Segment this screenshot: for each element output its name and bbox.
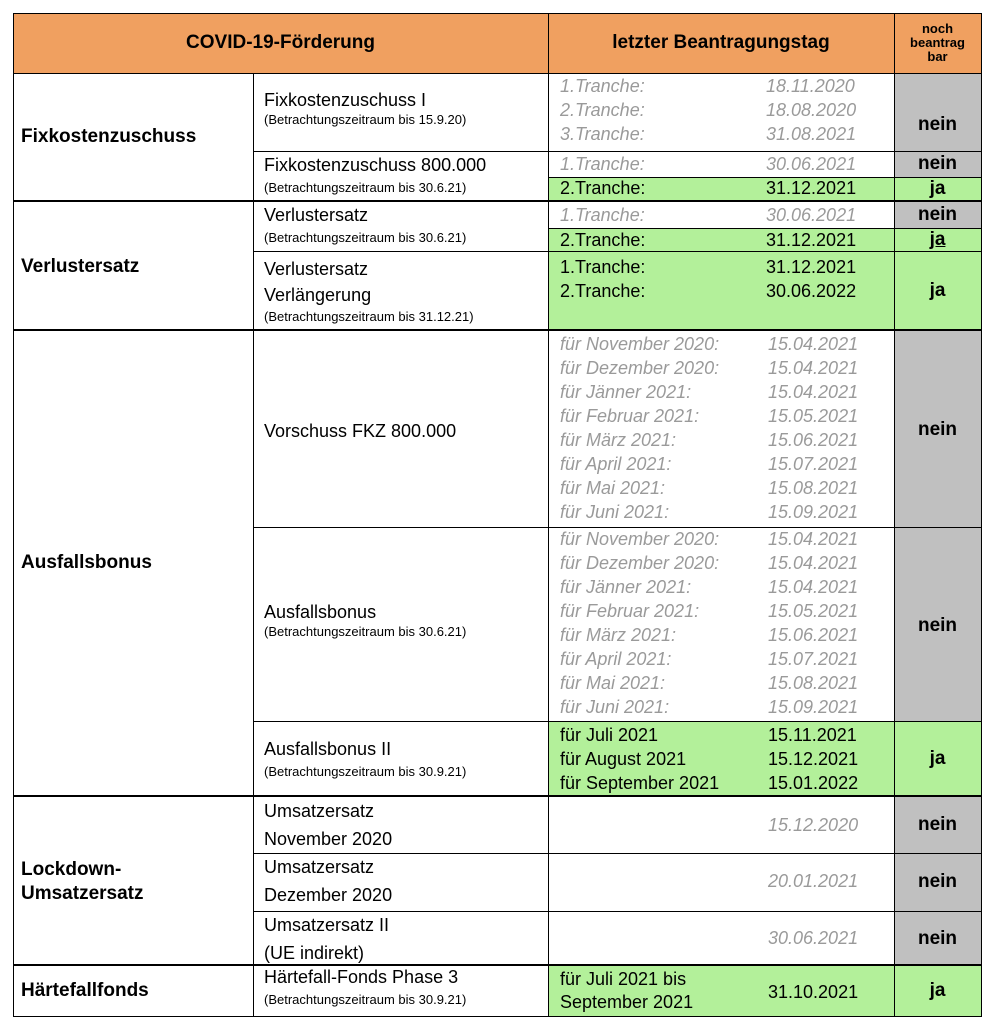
month-label: für Juli 2021 [560, 725, 659, 745]
header-applicable [894, 13, 981, 73]
month-date: 15.06.2021 [768, 625, 859, 645]
table-border [13, 1016, 982, 1017]
category-lockdown-umsatzersatz [13, 797, 253, 966]
program-fixkostenzuschuss-800000 [253, 154, 548, 197]
umsatzersatz-date: 15.12.2020 [768, 815, 859, 835]
category-fixkostenzuschuss: Fixkostenzuschuss [21, 125, 197, 147]
status-yes [894, 228, 981, 251]
row-divider [548, 228, 982, 229]
status-no: nein [917, 871, 958, 892]
tranche-date: 31.12.2021 [766, 230, 857, 250]
month-label: für Juni 2021: [560, 502, 670, 522]
period-label: für Juli 2021 bis [560, 969, 687, 989]
month-date: 15.09.2021 [768, 502, 859, 522]
program-vorschuss-fkz-800000 [253, 420, 548, 442]
program-period: (Betrachtungszeitraum bis 30.6.21) [264, 180, 467, 195]
month-label: für Dezember 2020: [560, 358, 720, 378]
tranche-date: 30.06.2022 [766, 281, 857, 301]
month-label: für Jänner 2021: [560, 577, 692, 597]
row-divider [253, 853, 982, 854]
program-period: (Betrachtungszeitraum bis 30.6.21) [264, 624, 467, 639]
row-divider [548, 177, 982, 178]
header-deadline: letzter Beantragungstag [548, 13, 894, 73]
month-date: 15.05.2021 [768, 601, 859, 621]
program-ausfallsbonus-2 [253, 738, 548, 781]
tranche-date: 30.06.2021 [766, 205, 857, 225]
month-label: für Jänner 2021: [560, 382, 692, 402]
month-date: 15.07.2021 [768, 649, 859, 669]
program-name: Umsatzersatz [264, 857, 375, 877]
program-name: Verlustersatz [264, 205, 369, 225]
month-label: für März 2021: [560, 430, 677, 450]
program-name: Verlängerung [264, 285, 372, 305]
row-divider [253, 251, 982, 252]
category-ausfallsbonus: Ausfallsbonus [21, 552, 152, 573]
column-divider [253, 73, 254, 1017]
program-period: (Betrachtungszeitraum bis 30.6.21) [264, 230, 467, 245]
program-name: Umsatzersatz [264, 801, 375, 821]
category-haertefallfonds: Härtefallfonds [21, 980, 149, 1001]
program-name: Härtefall-Fonds Phase 3 [264, 967, 459, 987]
month-label: für Mai 2021: [560, 478, 666, 498]
program-name: Fixkostenzuschuss 800.000 [264, 155, 487, 175]
column-divider [894, 13, 895, 1017]
month-label: für März 2021: [560, 625, 677, 645]
section-divider [13, 795, 982, 797]
column-divider [548, 13, 549, 1017]
status-no: nein [917, 153, 958, 174]
month-label: für Februar 2021: [560, 406, 700, 426]
month-date: 15.06.2021 [768, 430, 859, 450]
header-applicable-line: noch [921, 21, 954, 36]
category-line: Umsatzersatz [21, 882, 144, 904]
program-name: Dezember 2020 [264, 885, 393, 905]
month-date: 15.08.2021 [768, 673, 859, 693]
month-label: für April 2021: [560, 454, 672, 474]
table-border [981, 13, 982, 1017]
program-name: Ausfallsbonus [264, 602, 377, 622]
month-date: 15.04.2021 [768, 382, 859, 402]
program-ausfallsbonus [253, 601, 548, 641]
row-divider [253, 721, 982, 722]
umsatzersatz-date: 30.06.2021 [768, 928, 859, 948]
month-date: 15.09.2021 [768, 697, 859, 717]
tranche-date: 18.08.2020 [766, 100, 857, 120]
status-no: nein [917, 419, 958, 440]
tranche-label: 2.Tranche: [560, 178, 646, 198]
program-verlustersatz [253, 204, 548, 247]
status-no: nein [917, 927, 958, 949]
program-period: (Betrachtungszeitraum bis 30.9.21) [264, 764, 467, 779]
status-no: nein [917, 204, 958, 225]
program-name: Ausfallsbonus II [264, 739, 392, 759]
month-label: für November 2020: [560, 334, 720, 354]
month-label: für April 2021: [560, 649, 672, 669]
month-date: 15.04.2021 [768, 358, 859, 378]
program-name: Fixkostenzuschuss I [264, 90, 427, 110]
status-yes: ja [929, 748, 946, 769]
month-date: 15.05.2021 [768, 406, 859, 426]
tranche-date: 18.11.2020 [766, 76, 855, 96]
tranche-label: 2.Tranche: [560, 281, 646, 301]
month-date: 15.04.2021 [768, 529, 859, 549]
month-date: 15.11.2021 [768, 725, 857, 745]
header-program: COVID-19-Förderung [13, 13, 548, 73]
month-label: für Juni 2021: [560, 697, 670, 717]
tranche-label: 2.Tranche: [560, 230, 646, 250]
month-date: 15.12.2021 [768, 749, 859, 769]
program-umsatzersatz-dezember [253, 853, 548, 909]
program-name: Vorschuss FKZ 800.000 [264, 421, 457, 441]
table-border [13, 13, 982, 14]
month-label: für September 2021 [560, 773, 720, 793]
program-period: (Betrachtungszeitraum bis 15.9.20) [264, 112, 467, 127]
month-label: für Februar 2021: [560, 601, 700, 621]
status-no: nein [917, 114, 958, 135]
tranche-label: 3.Tranche: [560, 124, 645, 144]
section-divider [13, 329, 982, 331]
program-umsatzersatz-2 [253, 911, 548, 967]
row-divider [253, 911, 982, 912]
program-name: November 2020 [264, 829, 393, 849]
program-period: (Betrachtungszeitraum bis 31.12.21) [264, 309, 474, 324]
tranche-label: 1.Tranche: [560, 205, 645, 225]
status-yes: ja [929, 280, 946, 301]
header-applicable-line: beantrag [910, 35, 965, 50]
tranche-label: 1.Tranche: [560, 76, 645, 96]
category-verlustersatz: Verlustersatz [21, 255, 140, 277]
program-fixkostenzuschuss-1 [253, 89, 548, 129]
header-applicable-line: bar [927, 49, 948, 64]
month-date: 15.04.2021 [768, 553, 859, 573]
program-name: Umsatzersatz II [264, 915, 390, 935]
tranche-label: 2.Tranche: [560, 100, 645, 120]
umsatzersatz-date: 20.01.2021 [768, 871, 859, 891]
status-yes-text: ja [929, 228, 946, 250]
month-label: für Mai 2021: [560, 673, 666, 693]
tranche-label: 1.Tranche: [560, 154, 645, 174]
category-line: Lockdown- [21, 858, 122, 880]
status-no: nein [917, 814, 958, 835]
tranche-date: 31.12.2021 [766, 257, 857, 277]
program-period: (Betrachtungszeitraum bis 30.9.21) [264, 992, 467, 1007]
table-border [13, 13, 14, 1017]
status-no: nein [917, 615, 958, 636]
tranche-label: 1.Tranche: [560, 257, 646, 277]
program-haertefall-fonds [253, 966, 548, 1009]
month-label: für November 2020: [560, 529, 720, 549]
program-name: (UE indirekt) [264, 943, 365, 963]
tranche-date: 30.06.2021 [766, 154, 857, 174]
month-date: 15.07.2021 [768, 454, 859, 474]
row-divider [253, 151, 982, 152]
status-yes: ja [929, 177, 946, 199]
program-name: Verlustersatz [264, 259, 369, 279]
row-divider [13, 73, 982, 74]
month-date: 15.08.2021 [768, 478, 859, 498]
tranche-date: 31.08.2021 [766, 124, 857, 144]
month-label: für August 2021 [560, 749, 687, 769]
tranche-date: 31.12.2021 [766, 178, 857, 198]
month-date: 15.01.2022 [768, 773, 859, 793]
period-label: September 2021 [560, 992, 694, 1012]
haertefall-date: 31.10.2021 [768, 982, 859, 1002]
month-date: 15.04.2021 [768, 577, 859, 597]
section-divider [13, 200, 982, 202]
month-label: für Dezember 2020: [560, 553, 720, 573]
row-divider [253, 527, 982, 528]
program-verlustersatz-verlaengerung [253, 256, 548, 326]
program-umsatzersatz-november [253, 797, 548, 853]
month-date: 15.04.2021 [768, 334, 859, 354]
section-divider [13, 964, 982, 966]
status-yes: ja [929, 980, 946, 1001]
